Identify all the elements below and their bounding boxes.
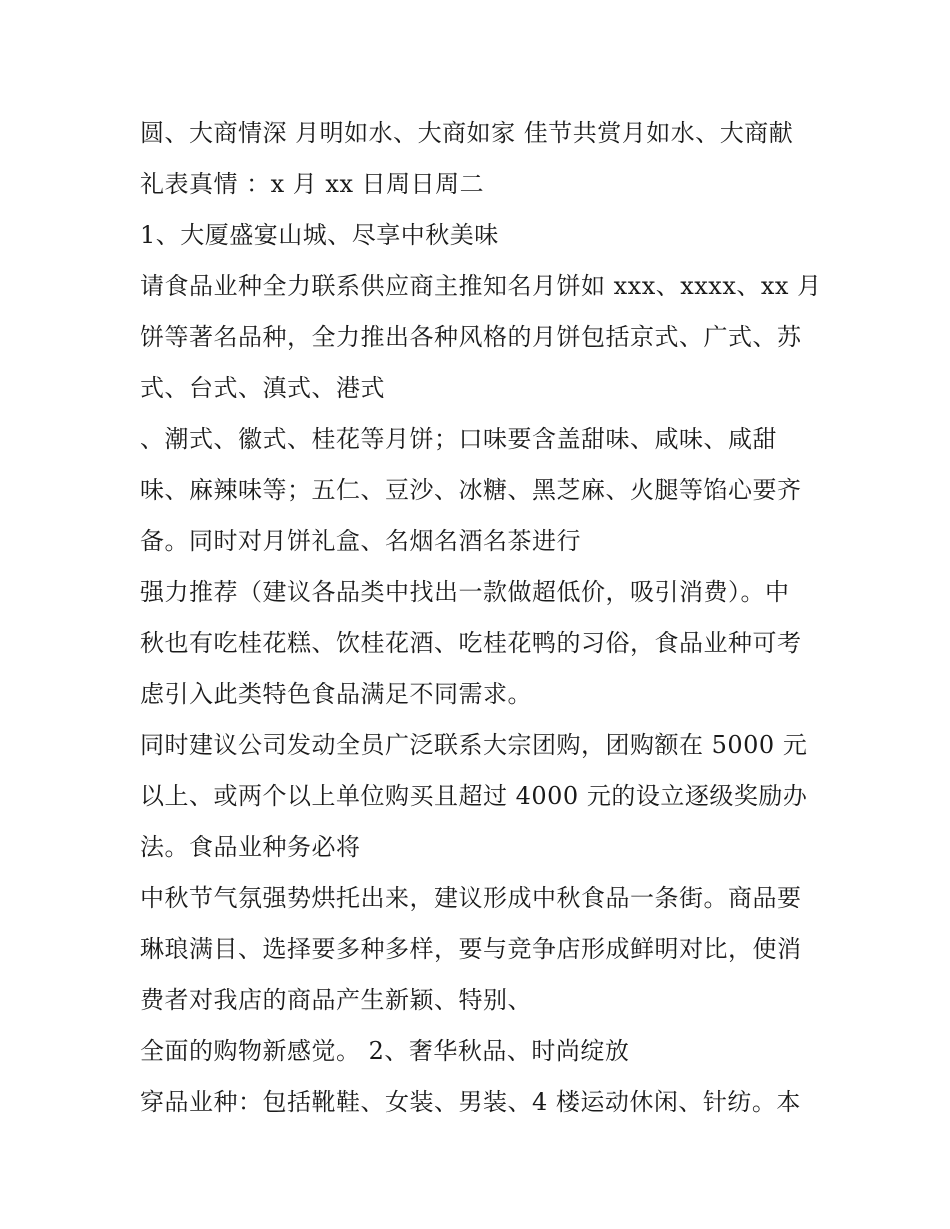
text-line: 礼表真情 ：x 月 xx 日周日周二 bbox=[140, 170, 485, 198]
text-line: 虑引入此类特色食品满足不同需求。 bbox=[140, 680, 532, 708]
text-line: 备。同时对月饼礼盒、名烟名酒名茶进行 bbox=[140, 527, 581, 555]
text-line: 、潮式、徽式、桂花等月饼；口味要含盖甜味、咸味、咸甜 bbox=[140, 425, 777, 453]
text-line: 味、麻辣味等；五仁、豆沙、冰糖、黑芝麻、火腿等馅心要齐 bbox=[140, 476, 802, 504]
text-line: 饼等著名品种，全力推出各种风格的月饼包括京式、广式、苏 bbox=[140, 323, 802, 351]
text-line: 以上、或两个以上单位购买且超过 4000 元的设立逐级奖励办 bbox=[140, 782, 808, 810]
text-line: 式、台式、滇式、港式 bbox=[140, 374, 385, 402]
text-line: 穿品业种：包括靴鞋、女装、男装、4 楼运动休闲、针纺。本 bbox=[140, 1088, 801, 1116]
text-line: 请食品业种全力联系供应商主推知名月饼如 xxx、xxxx、xx 月 bbox=[140, 272, 822, 300]
section-heading: 1、大厦盛宴山城、尽享中秋美味 bbox=[140, 221, 499, 249]
text-line: 秋也有吃桂花糕、饮桂花酒、吃桂花鸭的习俗，食品业种可考 bbox=[140, 629, 802, 657]
text-line: 费者对我店的商品产生新颖、特别、 bbox=[140, 986, 532, 1014]
text-line: 同时建议公司发动全员广泛联系大宗团购，团购额在 5000 元 bbox=[140, 731, 808, 759]
text-line: 圆、大商情深 月明如水、大商如家 佳节共赏月如水、大商献 bbox=[140, 119, 794, 147]
text-line: 全面的购物新感觉。 2、奢华秋品、时尚绽放 bbox=[140, 1037, 630, 1065]
text-line: 中秋节气氛强势烘托出来，建议形成中秋食品一条街。商品要 bbox=[140, 884, 802, 912]
text-line: 强力推荐（建议各品类中找出一款做超低价，吸引消费）。中 bbox=[140, 578, 790, 606]
document-body bbox=[140, 108, 820, 1128]
text-line: 琳琅满目、选择要多种多样，要与竞争店形成鲜明对比，使消 bbox=[140, 935, 802, 963]
text-line: 法。食品业种务必将 bbox=[140, 833, 361, 861]
